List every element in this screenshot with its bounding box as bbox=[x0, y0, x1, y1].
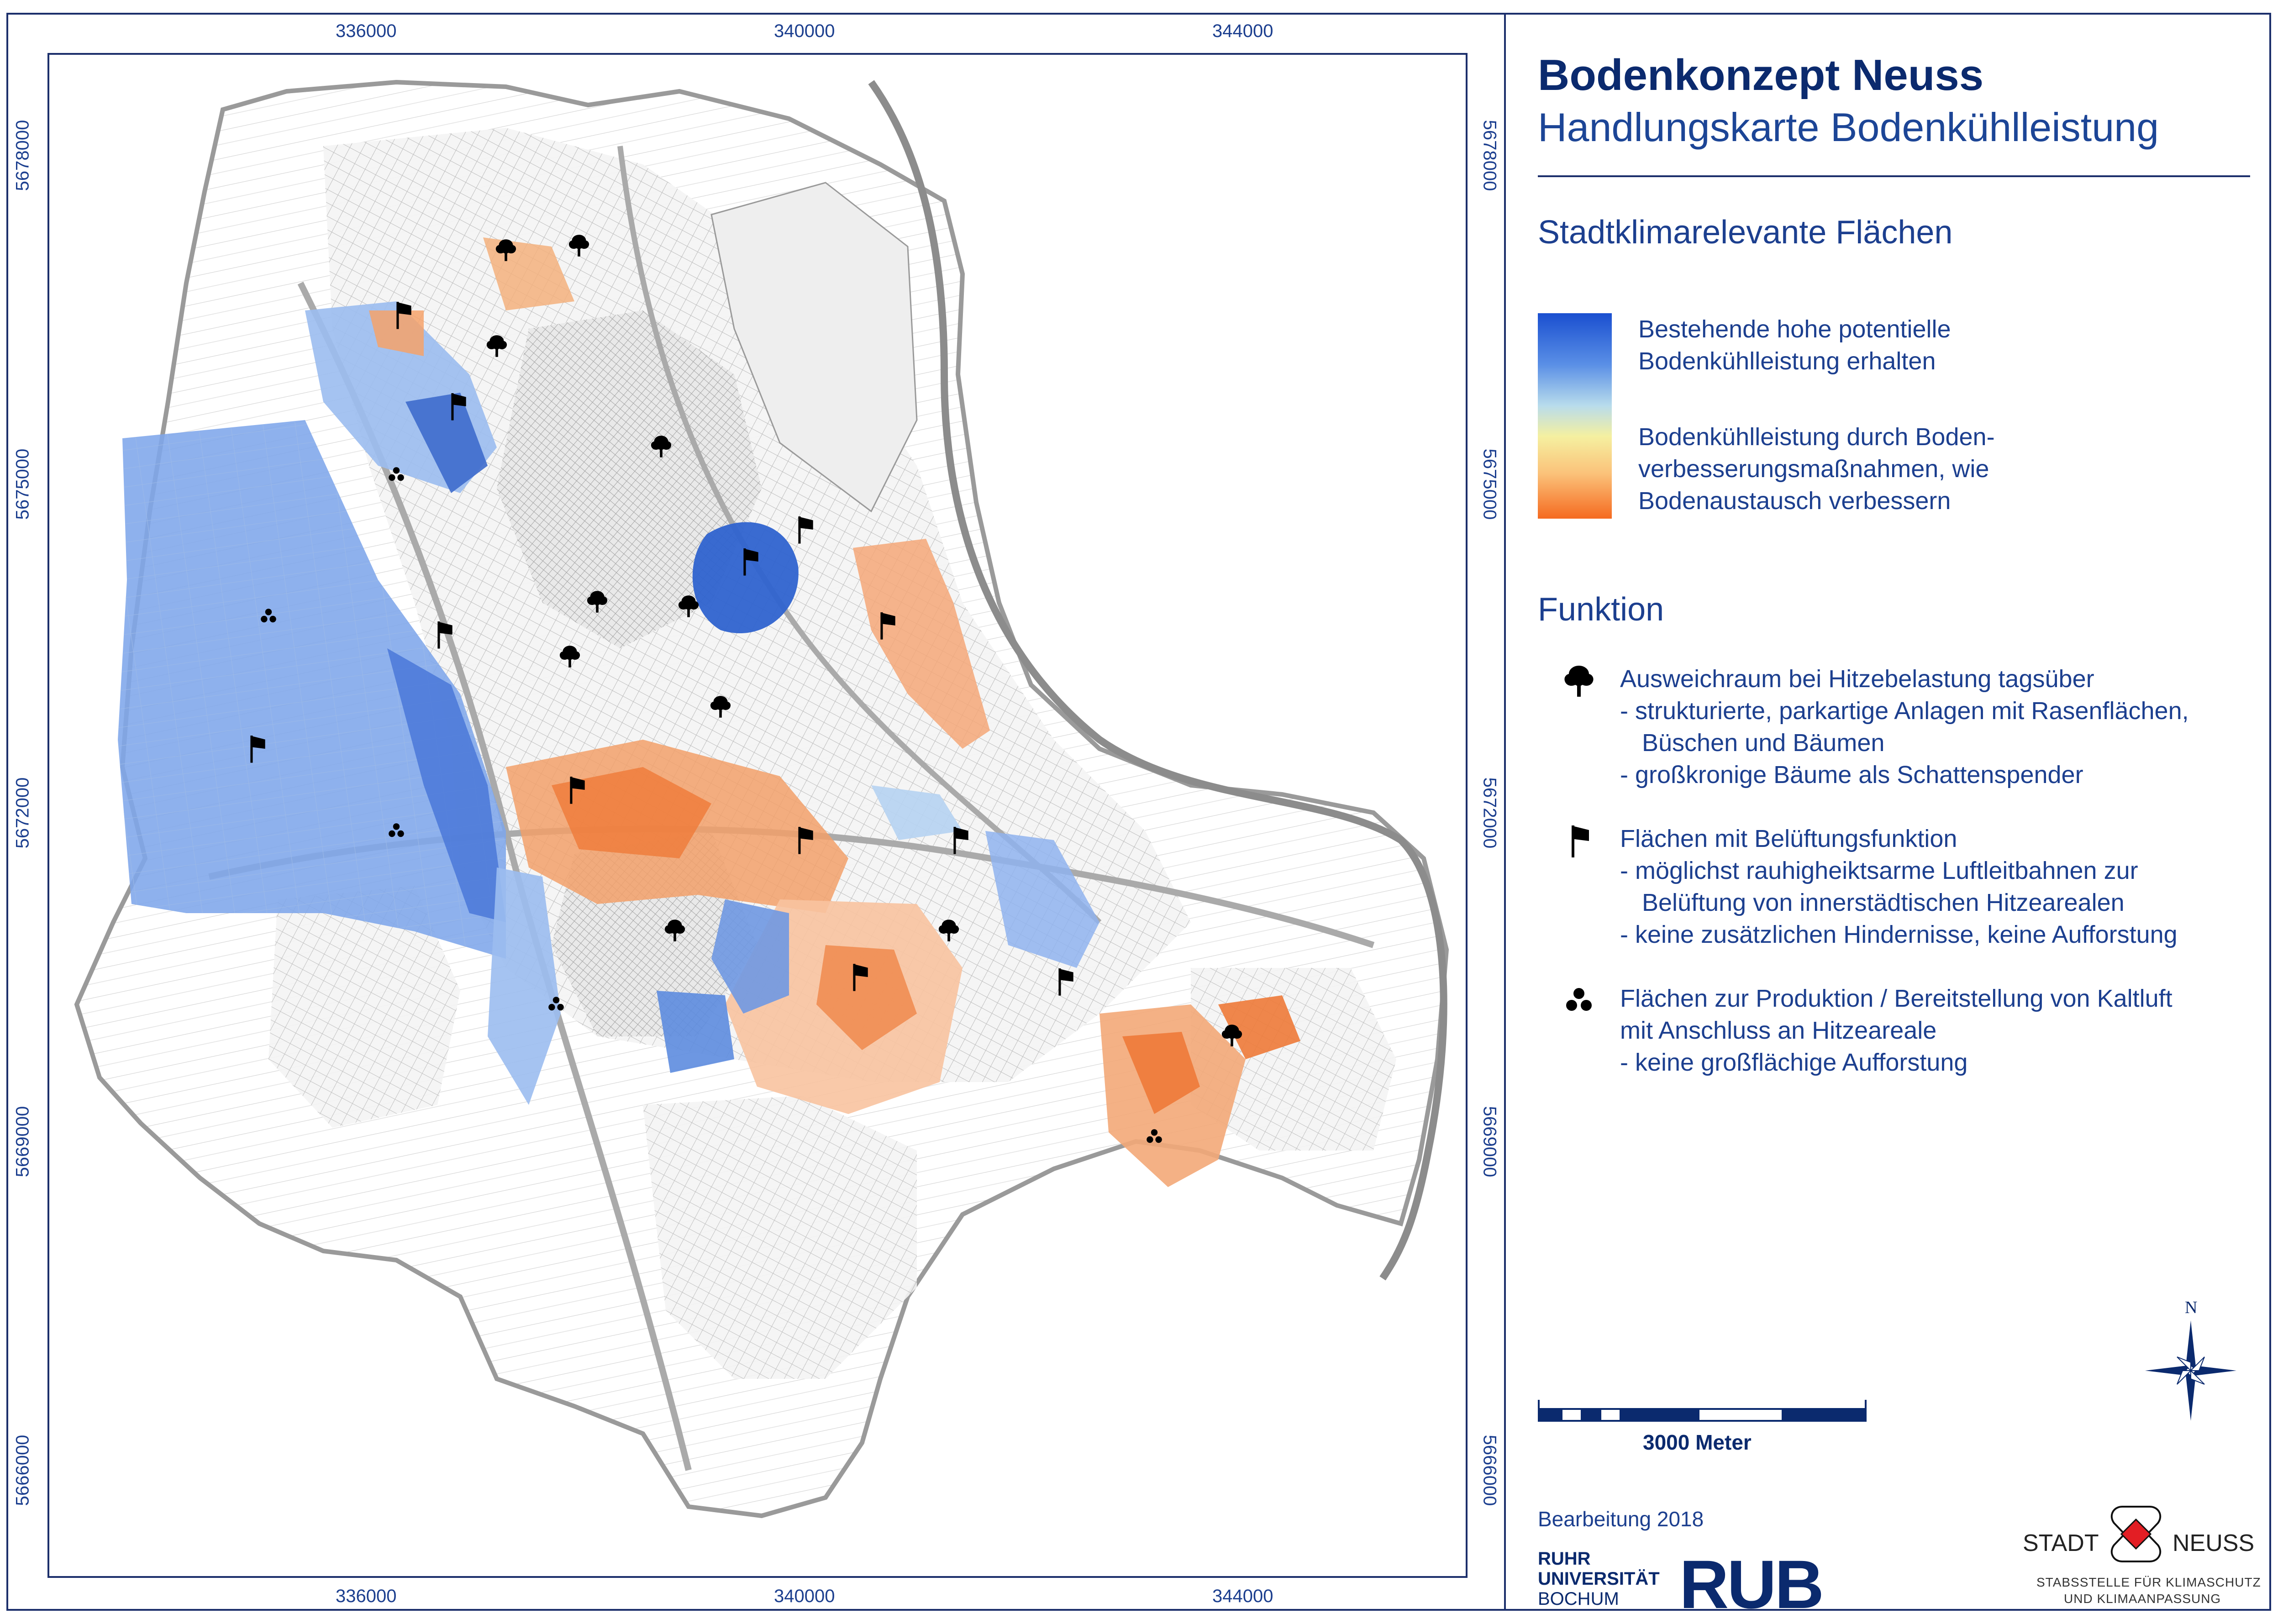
rub-name-line-3: BOCHUM bbox=[1538, 1589, 1619, 1609]
section-funktion: Funktion bbox=[1538, 591, 1664, 628]
coord-left-5666000: 5666000 bbox=[12, 1435, 33, 1506]
coord-bottom-344000: 344000 bbox=[1212, 1586, 1273, 1606]
coord-bottom-340000: 340000 bbox=[774, 1586, 835, 1606]
clover-legend-line-2: mit Anschluss an Hitzeareale bbox=[1620, 1017, 1937, 1044]
scale-label: 3000 Meter bbox=[1643, 1430, 1752, 1454]
ramp-low-line-1: Bodenkühlleistung durch Boden- bbox=[1638, 423, 1995, 451]
coord-right-5678000: 5678000 bbox=[1479, 120, 1500, 191]
flag-legend-line-2: - möglichst rauhigheiktsarme Luftleitbahnen zur bbox=[1620, 857, 2138, 884]
map-canvas[interactable] bbox=[49, 55, 1466, 1576]
stadt-neuss-left: STADT bbox=[2023, 1530, 2099, 1556]
ramp-high-line-1: Bestehende hohe potentielle bbox=[1638, 315, 1951, 343]
ramp-high-line-2: Bodenkühlleistung erhalten bbox=[1638, 347, 1936, 375]
rub-name-line-2: UNIVERSITÄT bbox=[1538, 1569, 1660, 1589]
coord-right-5666000: 5666000 bbox=[1479, 1435, 1500, 1506]
coord-right-5675000: 5675000 bbox=[1479, 448, 1500, 520]
section-stadtklima: Stadtklimarelevante Flächen bbox=[1538, 214, 1953, 251]
coord-bottom-336000: 336000 bbox=[336, 1586, 397, 1606]
title-divider bbox=[1538, 175, 2250, 177]
clover-legend-line-1: Flächen zur Produktion / Bereitstellung von Kaltluft bbox=[1620, 985, 2173, 1012]
coord-right-5669000: 5669000 bbox=[1479, 1106, 1500, 1177]
flag-legend-line-1: Flächen mit Belüftungsfunktion bbox=[1620, 825, 1957, 852]
map-subtitle: Handlungskarte Bodenkühlleistung bbox=[1538, 105, 2159, 150]
legend-panel bbox=[1506, 15, 2269, 1623]
ramp-low-line-3: Bodenaustausch verbessern bbox=[1638, 487, 1951, 515]
coord-top-340000: 340000 bbox=[774, 21, 835, 41]
cool-area-south-2 bbox=[657, 991, 734, 1073]
tree-legend-line-1: Ausweichraum bei Hitzebelastung tagsüber bbox=[1620, 665, 2094, 693]
stadt-neuss-right: NEUSS bbox=[2173, 1530, 2255, 1556]
tree-legend-line-2: - strukturierte, parkartige Anlagen mit Rasenflächen, bbox=[1620, 697, 2189, 725]
tree-legend-line-4: - großkronige Bäume als Schattenspender bbox=[1620, 761, 2083, 788]
bearbeitung-year: Bearbeitung 2018 bbox=[1538, 1507, 1704, 1531]
north-arrow-icon bbox=[2145, 1302, 2236, 1421]
flag-legend-line-3: Belüftung von innerstädtischen Hitzearealen bbox=[1628, 889, 2125, 916]
north-label: N bbox=[2185, 1298, 2198, 1317]
coord-left-5678000: 5678000 bbox=[12, 120, 33, 191]
coord-left-5669000: 5669000 bbox=[12, 1106, 33, 1177]
stadt-caption-line-2: UND KLIMAANPASSUNG bbox=[2064, 1592, 2221, 1606]
color-ramp bbox=[1538, 313, 1612, 519]
coord-top-344000: 344000 bbox=[1212, 21, 1273, 41]
stadt-neuss-emblem-icon bbox=[2104, 1502, 2168, 1566]
tree-icon bbox=[1561, 663, 1597, 699]
map-title: Bodenkonzept Neuss bbox=[1538, 51, 1984, 100]
rub-name-line-1: RUHR bbox=[1538, 1549, 1591, 1569]
flag-icon bbox=[1561, 823, 1597, 859]
clover-legend-line-3: - keine großflächige Aufforstung bbox=[1620, 1049, 1968, 1076]
coord-right-5672000: 5672000 bbox=[1479, 777, 1500, 849]
coord-left-5675000: 5675000 bbox=[12, 448, 33, 520]
ramp-low-line-2: verbesserungsmaßnahmen, wie bbox=[1638, 455, 1989, 483]
coord-left-5672000: 5672000 bbox=[12, 777, 33, 849]
stadt-caption-line-1: STABSSTELLE FÜR KLIMASCHUTZ bbox=[2036, 1575, 2261, 1589]
map-panel[interactable] bbox=[47, 53, 1468, 1578]
scale-bar bbox=[1538, 1408, 1867, 1422]
clover-icon bbox=[1561, 983, 1597, 1019]
tree-legend-line-3: Büschen und Bäumen bbox=[1628, 729, 1885, 757]
flag-legend-line-4: - keine zusätzlichen Hindernisse, keine Aufforstung bbox=[1620, 921, 2178, 948]
rub-logo: RUB bbox=[1679, 1546, 1822, 1623]
coord-top-336000: 336000 bbox=[336, 21, 397, 41]
